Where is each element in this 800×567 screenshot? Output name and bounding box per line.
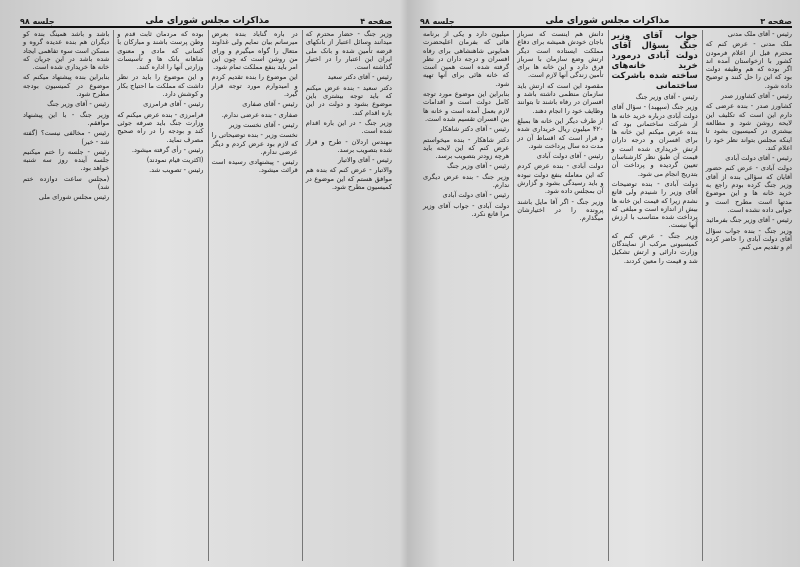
- paragraph: دولت آبادی - جواب آقای وزیر مرا قانع نکرد.: [423, 201, 510, 218]
- columns: [20, 30, 392, 561]
- paragraph: رئیس - آقای کشاورز صدر: [720, 92, 792, 101]
- paragraph: رئیس - رأی گرفته میشود.: [131, 145, 204, 154]
- paragraph: وزیر جنگ - با این پیشنهاد موافقم.: [23, 110, 110, 127]
- text-column: [608, 30, 698, 561]
- text-column: [208, 30, 298, 561]
- paragraph: رئیس - آقای ملک مدنی: [727, 30, 792, 38]
- paragraph: دولت آبادی - بنده توضیحات آقای وزیر را شنیدم ولی قانع نشدم زیرا که قیمت این خانه ها بیش از اندازه است و مبلغی که پرداخت شده متناسب با ارزش آنها نیست.: [611, 179, 698, 230]
- paragraph: رئیس - آقای دکتر شاهکار: [439, 125, 510, 134]
- paragraph: رئیس - آقای دولت آبادی: [725, 154, 792, 163]
- paragraph: نخست وزیر - بنده توضیحاتی را که لازم بود عرض کردم و دیگر عرضی ندارم.: [211, 131, 298, 156]
- paragraph: دولت آبادی - عرض کنم حضور آقایان که سؤالی بنده از آقای وزیر جنگ کرده بودم راجع به خرید خانه ها و این موضوع مدتها است مطرح است و جوابی داده نشده است.: [705, 164, 792, 214]
- paragraph: رئیس - آقای وزیر جنگ بفرمائید: [706, 216, 792, 225]
- paragraph: فرامرزی - بنده عرض میکنم که وزارت جنگ باید صرفه جوئی کند و بودجه را در راه صحیح مصرف نماید.: [117, 110, 204, 144]
- page-number: صفحه ۳: [760, 17, 792, 26]
- text-column: [702, 30, 792, 561]
- paragraph: بنابراین این موضوع مورد توجه کامل دولت است و اقدامات لازم بعمل آمده است و خانه ها بین افسران تقسیم شده است.: [423, 90, 510, 123]
- session-label: جلسه ۹۸: [420, 17, 455, 26]
- paragraph: رئیس مجلس شورای ملی: [38, 193, 110, 202]
- paragraph: (مجلس ساعت دوازده ختم شد): [23, 174, 110, 192]
- paragraph: وزیر جنگ - بنده جواب سؤال آقای دولت آبادی را حاضر کرده ام و تقدیم می کنم.: [705, 226, 792, 252]
- columns: [420, 30, 792, 561]
- paragraph: وزیر جنگ (سپهبد) - سؤال آقای دولت آبادی درباره خرید خانه ها از شرکت ساختمانی بود که بنده عرض میکنم این خانه ها برای افسران و درجه داران ارتش خریداری شده است و قیمت آن طبق نظر کارشناسان تعیین گردیده و پرداخت آن بتدریج انجام می شود.: [611, 103, 698, 178]
- paragraph: رئیس - مخالفی نیست؟ (گفته شد - خیر): [23, 129, 110, 146]
- paragraph: (اکثریت قیام نمودند): [146, 156, 204, 165]
- paragraph: وزیر جنگ - بنده عرض دیگری ندارم.: [423, 172, 510, 190]
- paragraph: مهندس اردلان - طرح و قرار شده بتصویب برسد.: [305, 137, 392, 154]
- paragraph: رئیس - تصویب شد.: [149, 166, 204, 175]
- page-title: مذاکرات مجلس شورای ملی: [145, 16, 270, 26]
- text-column: [20, 30, 109, 561]
- paragraph: دانش هم اینست که سرباز باجان خودش همیشه برای دفاع مملکت ایستاده است دیگر ارتش وضع سازمان با سرباز فرق دارد و این خانه ها برای تأمین زندگی آنها لازم است.: [517, 30, 604, 80]
- paragraph: وزیر جنگ - عرض کنم که کمیسیونی مرکب از نمایندگان وزارت دارائی و ارتش تشکیل شد و قیمت را معین کردند.: [611, 231, 698, 265]
- left-page: [2, 0, 398, 567]
- paragraph: کشاورز صدر - بنده عرضی که دارم این است که تکلیف این لایحه روشن شود و مطالعه بیشتری در کمیسیون بشود تا اینکه مجلس بتواند نظر خود را اعلام کند.: [705, 102, 792, 152]
- paragraph: در باره گناباد بنده بعرض میرسانم بیان نمایم ولی غذاوند متعال را گواه میگیرم و ورای من روشن است که چون این امر باید بنفع مملکت تمام شود.: [211, 30, 298, 72]
- column-heading: جواب آقای وزیر جنگ بسؤال آقای دولت آبادی درمورد خرید خانه‌های ساخته شده باشرکت ساختمانی: [611, 31, 698, 91]
- paragraph: این موضوع را بنده تقدیم کردم و امیدوارم مورد توجه قرار گیرد.: [211, 73, 298, 99]
- text-column: [113, 30, 203, 561]
- paragraph: ملک مدنی - عرض کنم که محترم قبل از اعلام فرمودن کشور با ازخواستان آمده اند اگر بوده که هم وظیفه دولت بود که این را حل کنند و توضیح داده شود.: [705, 40, 792, 90]
- session-label: جلسه ۹۸: [20, 17, 55, 26]
- page-header: [20, 14, 392, 28]
- paragraph: رئیس - آقای فرامرزی: [143, 100, 204, 109]
- paragraph: وزیر جنگ - اگر آقا مایل باشند پرونده را در اختیارشان میگذارم.: [517, 197, 604, 223]
- paragraph: رئیس - آقای دولت آبادی: [536, 152, 604, 161]
- paragraph: رئیس - آقای نخست وزیر: [229, 120, 298, 129]
- page-title: مذاکرات مجلس شورای ملی: [545, 16, 670, 26]
- paragraph: رئیس - آقای صفاری: [242, 100, 298, 109]
- paragraph: رئیس - آقای دکتر سعید: [327, 73, 392, 82]
- paragraph: رئیس - آقای وزیر جنگ: [635, 93, 698, 101]
- page-number: صفحه ۴: [360, 17, 392, 26]
- paragraph: رئیس - آقای دولت آبادی: [442, 191, 510, 200]
- paragraph: وزیر جنگ - در این باره اقدام شده است.: [305, 118, 392, 136]
- paragraph: دولت آبادی - بنده عرض کردم که این معامله بنفع دولت نبوده و باید رسیدگی بشود و گزارش آن بمجلس داده شود.: [517, 162, 604, 196]
- text-column: [302, 30, 392, 561]
- paragraph: رئیس - پیشنهادی رسیده است قرائت میشود.: [211, 158, 298, 175]
- paragraph: میلیون دارد و یکی از برنامه هائی که بفرمان اعلیحضرت همایونی شاهنشاهی برای رفاه افسران و درجه داران در نظر گرفته شده است همین است که خانه هائی برای آنها تهیه شود.: [423, 30, 510, 88]
- paragraph: و این موضوع را باید در نظر داشت که مملکت ما احتیاج بکار و کوشش دارد.: [117, 73, 204, 99]
- text-column: [420, 30, 509, 561]
- right-page: [402, 0, 798, 567]
- paragraph: از طرف دیگر این خانه ها بمبلغ ۴۲۰ میلیون ریال خریداری شده و قرار است که اقساط آن در مدت ده سال پرداخت شود.: [517, 116, 604, 150]
- text-column: [513, 30, 603, 561]
- paragraph: دکتر سعید - بنده عرض میکنم که باید توجه بیشتری باین موضوع بشود و دولت در این باره اقدام کند.: [305, 83, 392, 117]
- page-header: [420, 14, 792, 28]
- paragraph: صفاری - بنده عرضی ندارم.: [221, 110, 298, 119]
- paragraph: والاتبار - عرض کنم که بنده هم موافق هستم که این موضوع در کمیسیون مطرح شود.: [305, 166, 392, 192]
- paragraph: مقصود این است که ارتش باید سازمان منظمی داشته باشد و افسران در رفاه باشند تا بتوانند وظایف خود را انجام دهند.: [517, 81, 604, 115]
- paragraph: دکتر شاهکار - بنده میخواستم عرض کنم که این لایحه باید هرچه زودتر بتصویب برسد.: [423, 135, 510, 161]
- paragraph: رئیس - آقای والاتبار: [337, 156, 392, 165]
- paragraph: رئیس - آقای وزیر جنگ: [447, 162, 510, 171]
- paragraph: رئیس - جلسه را ختم میکنیم جلسه آینده روز سه شنبه خواهد بود.: [23, 147, 110, 173]
- paragraph: وزیر جنگ - حضار محترم که میدانند وسائل اعتبار از بانکهای قرضه تأمین شده و بانک ملی ایران این اعتبار را در اختیار گذاشته است.: [305, 30, 392, 72]
- paragraph: بنابراین بنده پیشنهاد میکنم که موضوع در کمیسیون بودجه مطرح شود.: [23, 73, 110, 99]
- paragraph: باشد و باشد همینگ بنده کو دیگران هم بنده عدیده گروه و مسکن است سوء تفاهمی ایجاد شده باشد در این جریان که خانه ها خریداری شده است.: [23, 30, 110, 72]
- paragraph: بوده که مردمان ثابت قدم و وطن پرست باشند و مبارکان با کسانی که مادی و معنوی شاهانه بانک ها و تأسیسات وزارتی آنها را اداره کنند.: [117, 30, 204, 72]
- paragraph: رئیس - آقای وزیر جنگ: [47, 100, 110, 109]
